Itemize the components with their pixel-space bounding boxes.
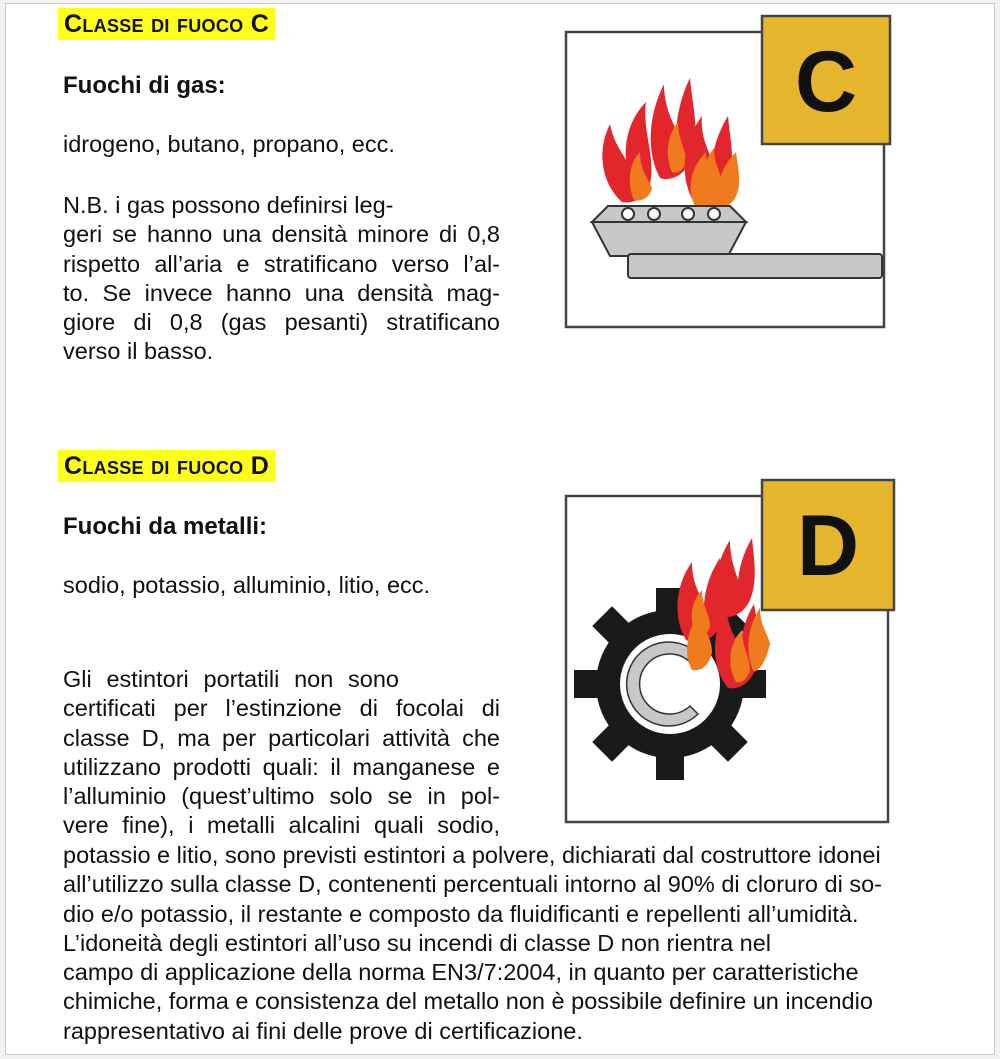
body-line: chimiche, forma e consistenza del metallo non è possibile definire un incendio [63,988,873,1015]
body-line: classe D, ma per particolari attività che [63,724,500,751]
body-line: L’idoneità degli estintori all’uso su incendi di classe D non rientra nel [63,929,772,956]
body-line: Gli estintori portatili non sono [63,666,399,692]
gas-note [63,191,500,367]
metal-gear-flame-icon [560,476,900,836]
note-line: giore di 0,8 (gas pesanti) stratificano [63,309,500,336]
body-line: certificati per l’estinzione di focolai di [63,695,500,722]
note-line: to. Se invece hanno una densità mag- [63,279,500,306]
note-line: rispetto all’aria e stratificano verso l’al- [63,250,500,277]
gas-burner-flame-icon [560,12,900,332]
subtitle-metal-fires: Fuochi da metalli: [63,513,268,540]
note-line: geri se hanno una densità minore di 0,8 [63,221,500,248]
icon-letter-d: D [796,498,860,594]
body-line: potassio e litio, sono previsti estintori a polvere, dichiarati dal costruttore idonei [63,842,881,868]
body-line: l’alluminio (quest’ultimo solo se in pol- [63,783,500,810]
metal-body-wide [63,841,943,1046]
body-line: vere fine), i metalli alcalini quali sodio, [63,812,500,839]
body-line: campo di applicazione della norma EN3/7:2004, in quanto per caratteristiche [63,959,859,986]
body-line: dio e/o potassio, il restante e composto da fluidificanti e repellenti all’umidità. [63,900,859,927]
metal-body-narrow [63,665,500,841]
icon-letter-c: C [794,34,858,130]
heading-classe-c: Classe di fuoco C [58,8,275,40]
heading-classe-d: Classe di fuoco D [58,450,275,482]
body-line: rappresentativo ai fini delle prove di certificazione. [63,1017,583,1044]
body-line: utilizzano prodotti quali: il manganese e [63,753,500,780]
metal-examples: sodio, potassio, alluminio, litio, ecc. [63,572,431,598]
subtitle-gas-fires: Fuochi di gas: [63,72,226,99]
body-line: all’utilizzo sulla classe D, contenenti percentuali intorno al 90% di cloruro di so- [63,871,883,898]
note-line: N.B. i gas possono definirsi leg- [63,192,394,218]
gas-examples: idrogeno, butano, propano, ecc. [63,131,395,157]
note-line: verso il basso. [63,338,214,365]
